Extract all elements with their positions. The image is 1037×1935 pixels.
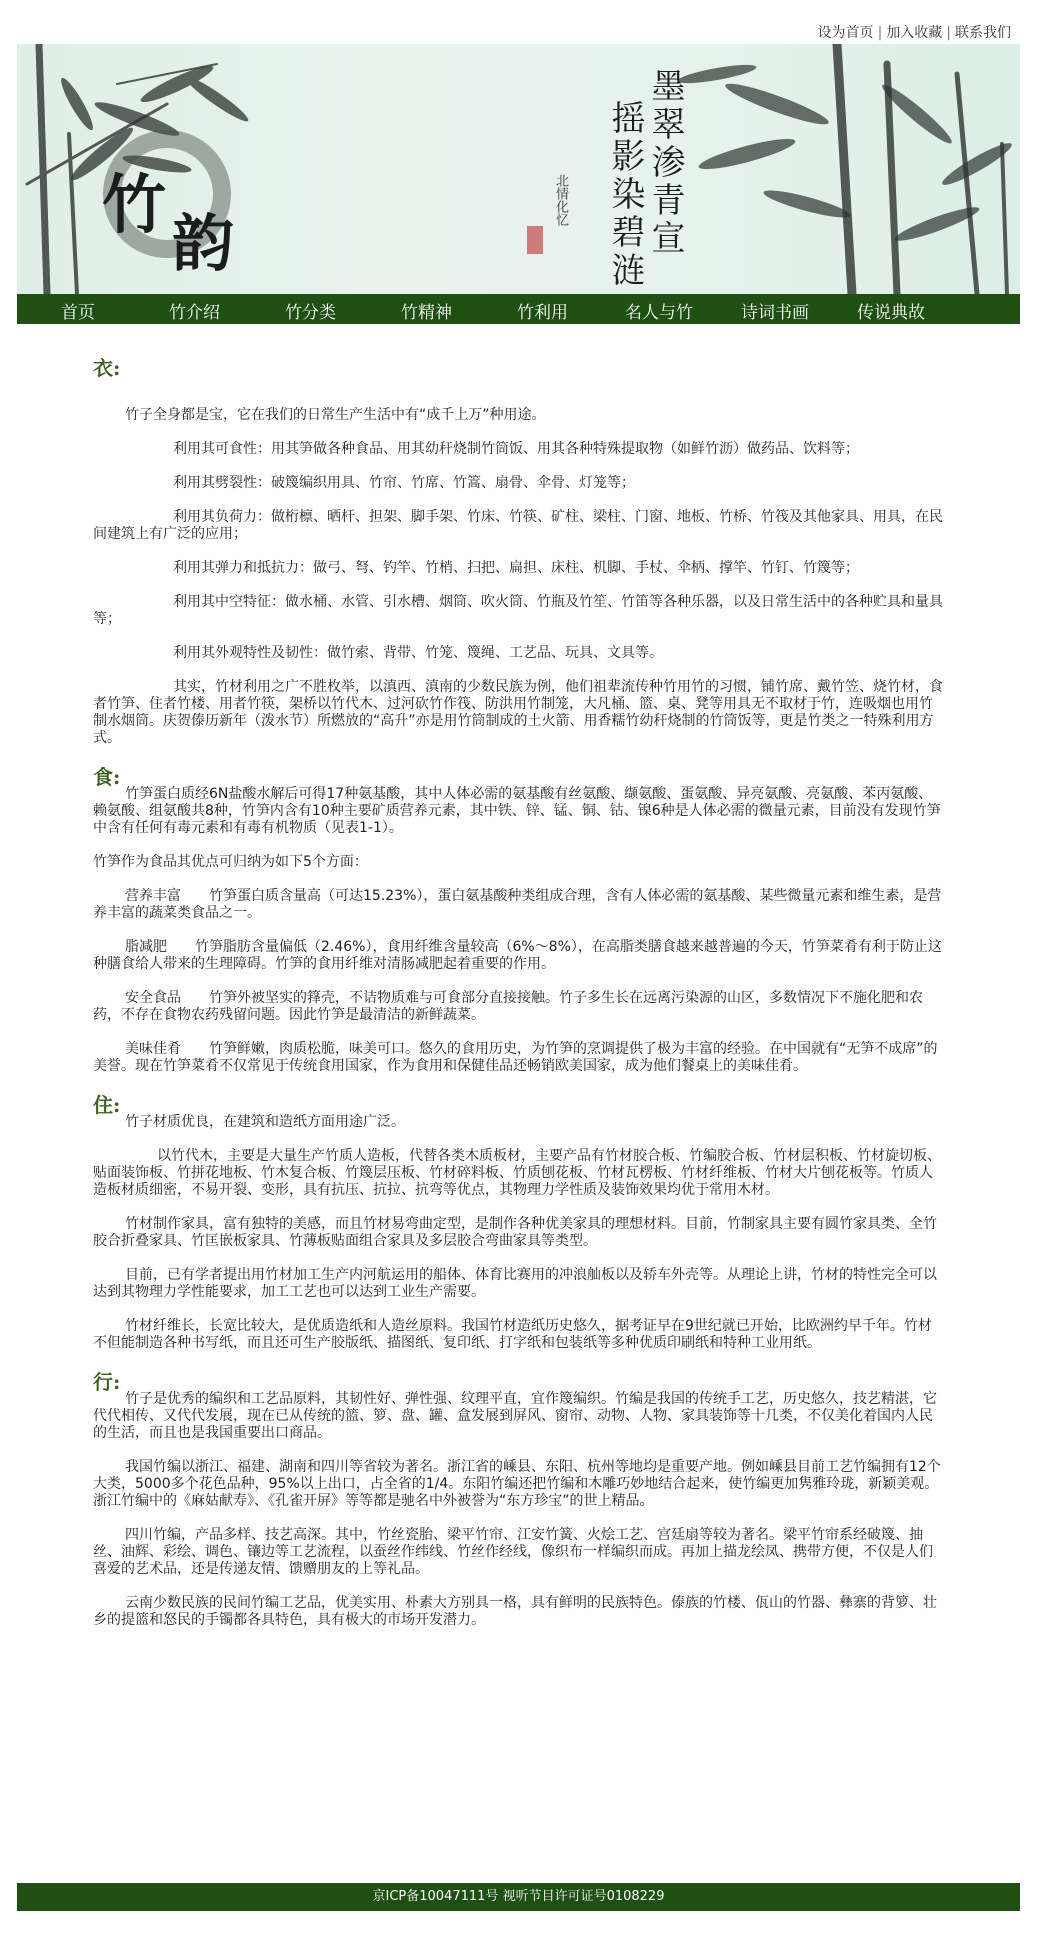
paragraph: 以竹代木，主要是大量生产竹质人造板，代替各类木质板材，主要产品有竹材胶合板、竹编胶合板、竹材层积板、竹材旋切板、贴面装饰板、竹拼花地板、竹木复合板、竹篾层压板、竹材碎料板、竹质刨花板、竹材瓦楞板、竹材纤维板、竹材大片刨花板等。竹质人造板材质细密，不易开裂、变形，具有抗压、抗拉、抗弯等优点，其物理力学性质及装饰效果均优于常用木材。 xyxy=(93,1148,941,1198)
signature: 北情化忆 xyxy=(553,174,568,226)
paragraph: 竹材制作家具，富有独特的美感，而且竹材易弯曲定型，是制作各种优美家具的理想材料。目前，竹制家具主要有圆竹家具类、全竹胶合折叠家具、竹匡嵌板家具、竹薄板贴面组合家具及多层胶合弯曲家具等类型。 xyxy=(93,1216,937,1249)
paragraph: 安全食品 竹笋外被坚实的箨壳，不诘物质难与可食部分直接接触。竹子多生长在远离污染源的山区，多数情况下不施化肥和农药，不存在食物农药残留问题。因此竹笋是最清洁的新鲜蔬菜。 xyxy=(93,990,923,1023)
paragraph: 美味佳肴 竹笋鲜嫩，肉质松脆，味美可口。悠久的食用历史，为竹笋的烹调提供了极为丰富的经验。在中国就有“无笋不成席”的美誉。现在竹笋菜肴不仅常见于传统食用国家，作为食用和保健佳品还畅销欧美国家，成为他们餐桌上的美味佳肴。 xyxy=(93,1041,938,1074)
paragraph: 我国竹编以浙江、福建、湖南和四川等省较为著名。浙江省的嵊县、东阳、杭州等地均是重要产地。例如嵊县目前工艺竹编拥有12个大类，5000多个花色品种，95%以上出口，占全省的1/4。东阳竹编还把竹编和木雕巧妙地结合起来，使竹编更加隽雅玲珑，新颖美观。浙江竹编中的《麻姑献寿》、《孔雀开屏》等等都是驰名中外被誉为“东方珍宝”的世上精品。 xyxy=(93,1459,941,1509)
poem-line-1: 墨翠渗青宣 xyxy=(645,68,685,258)
paragraph: 营养丰富 竹笋蛋白质含量高（可达15.23%），蛋白氨基酸种类组成合理，含有人体必需的氨基酸、某些微量元素和维生素，是营养丰富的蔬菜类食品之一。 xyxy=(93,888,942,921)
section-title-travel: 行: xyxy=(93,1370,121,1394)
nav-celebrities[interactable]: 名人与竹 xyxy=(625,303,693,323)
footer-bar xyxy=(17,1883,1020,1911)
paragraph: 目前，已有学者提出用竹材加工生产内河航运用的船体、体育比赛用的冲浪舢板以及轿车外壳等。从理论上讲，竹材的特性完全可以达到其物理力学性能要求，加工工艺也可以达到工业生产需要。 xyxy=(93,1267,937,1300)
main-content xyxy=(93,356,945,1629)
paragraph: 利用其弹力和抵抗力：做弓、弩、钓竿、竹梢、扫把、扁担、床柱、机脚、手杖、伞柄、撑竿、竹钉、竹篾等； xyxy=(173,560,859,576)
paragraph: 竹材纤维长，长宽比较大，是优质造纸和人造丝原料。我国竹材造纸历史悠久，据考证早在9世纪就已开始，比欧洲约早千年。竹材不但能制造各种书写纸，而且还可生产胶版纸、描图纸、复印纸、打字纸和包装纸等多种优质印刷纸和特种工业用纸。 xyxy=(93,1318,932,1351)
logo-char-2: 韵 xyxy=(172,207,235,280)
paragraph: 其实，竹材利用之广不胜枚举，以滇西、滇南的少数民族为例，他们祖辈流传种竹用竹的习惯，铺竹席、戴竹笠、烧竹材，食者竹笋、住者竹楼、用者竹筷，架桥以竹代木、过河砍竹作筏、防洪用竹制笼，大凡桶、篮、桌、凳等用具无不取材于竹，连吸烟也用竹制水烟筒。庆贺傣历新年（泼水节）所燃放的“高升”亦是用竹筒制成的土火箭、用香糯竹幼秆烧制的竹筒饭等，更是竹类之一特殊利用方式。 xyxy=(93,679,943,746)
paragraph: 竹子是优秀的编织和工艺品原料，其韧性好、弹性强、纹理平直，宜作篾编织。竹编是我国的传统手工艺，历史悠久，技艺精湛，它代代相传、又代代发展，现在已从传统的篮、箩、盘、罐、盒发展到屏风、窗帘、动物、人物、家具装饰等十几类，不仅美化着国内人民的生活，而且也是我国重要出口商品。 xyxy=(93,1391,937,1441)
nav-bamboo-intro[interactable]: 竹介绍 xyxy=(169,303,220,323)
section-title-clothing: 衣: xyxy=(93,356,121,380)
paragraph: 竹子材质优良，在建筑和造纸方面用途广泛。 xyxy=(125,1114,405,1130)
set-homepage-link[interactable]: 设为首页 xyxy=(817,25,874,41)
paragraph: 利用其中空特征：做水桶、水管、引水槽、烟筒、吹火筒、竹瓶及竹笙、竹笛等各种乐器，以及日常生活中的各种贮具和量具等； xyxy=(93,594,943,627)
bamboo-painting xyxy=(17,44,1020,294)
paragraph: 云南少数民族的民间竹编工艺品，优美实用、朴素大方别具一格，具有鲜明的民族特色。傣族的竹楼、佤山的竹器、彝寨的背箩、壮乡的提篮和怒民的手镯都各具特色，具有极大的市场开发潜力。 xyxy=(93,1595,937,1628)
paragraph: 利用其负荷力：做桁檩、晒杆、担架、脚手架、竹床、竹筷、矿柱、梁柱、门窗、地板、竹桥、竹筏及其他家具、用具，在民间建筑上有广泛的应用； xyxy=(93,509,943,542)
paragraph: 竹笋作为食品其优点可归纳为如下5个方面： xyxy=(93,854,368,870)
footer-license-text: 京ICP备10047111号 视听节目许可证号0108229 xyxy=(372,1889,665,1904)
contact-us-link[interactable]: 联系我们 xyxy=(955,25,1011,41)
section-title-housing: 住: xyxy=(93,1093,121,1117)
logo-char-1: 竹 xyxy=(102,168,166,243)
nav-home[interactable]: 首页 xyxy=(61,303,95,323)
nav-legends[interactable]: 传说典故 xyxy=(857,303,925,323)
nav-bamboo-spirit[interactable]: 竹精神 xyxy=(401,303,452,323)
main-nav xyxy=(17,294,1020,324)
poem-line-2: 摇影染碧涟 xyxy=(605,100,645,290)
nav-poetry-painting[interactable]: 诗词书画 xyxy=(741,303,809,323)
paragraph: 竹子全身都是宝，它在我们的日常生产生活中有“成千上万”种用途。 xyxy=(125,407,546,423)
paragraph: 竹笋蛋白质经6N盐酸水解后可得17种氨基酸，其中人体必需的氨基酸有丝氨酸、缬氨酸、蛋氨酸、异亮氨酸、亮氨酸、苯丙氨酸、赖氨酸、组氨酸共8种，竹笋内含有10种主要矿质营养元素，其中铁、锌、锰、铜、钴、镍6种是人体必需的微量元素，目前没有发现竹笋中含有任何有毒元素和有毒有机物质（见表1-1）。 xyxy=(93,786,941,836)
header-banner xyxy=(17,44,1020,294)
paragraph: 四川竹编，产品多样、技艺高深。其中，竹丝瓷胎、梁平竹帘、江安竹簧、火烩工艺、宫廷扇等较为著名。梁平竹帘系经破篾、抽丝、油辉、彩绘、调色、镶边等工艺流程，以蚕丝作纬线、竹丝作经线，像织布一样编织而成。再加上描龙绘凤、携带方便，不仅是人们喜爱的艺术品，还是传递友情、馈赠朋友的上等礼品。 xyxy=(93,1527,933,1577)
top-links: 设为首页 | 加入收藏 | 联系我们 xyxy=(817,25,1011,41)
add-favorite-link[interactable]: 加入收藏 xyxy=(886,25,943,41)
paragraph: 利用其劈裂性：破篾编织用具、竹帘、竹席、竹篙、扇骨、伞骨、灯笼等； xyxy=(173,475,635,491)
paragraph: 脂减肥 竹笋脂肪含量偏低（2.46%），食用纤维含量较高（6%～8%），在高脂类膳食越来越普遍的今天，竹笋菜肴有利于防止这种膳食给人带来的生理障碍。竹笋的食用纤维对清肠减肥起着重要的作用。 xyxy=(93,939,942,972)
paragraph: 利用其外观特性及韧性：做竹索、背带、竹笼、篾绳、工艺品、玩具、文具等。 xyxy=(173,645,663,661)
section-title-food: 食: xyxy=(93,765,121,789)
paragraph: 利用其可食性：用其笋做各种食品、用其幼秆烧制竹筒饭、用其各种特殊提取物（如鲜竹沥）做药品、饮料等； xyxy=(173,441,859,457)
nav-bamboo-category[interactable]: 竹分类 xyxy=(285,303,336,323)
nav-bamboo-use[interactable]: 竹利用 xyxy=(517,303,568,323)
